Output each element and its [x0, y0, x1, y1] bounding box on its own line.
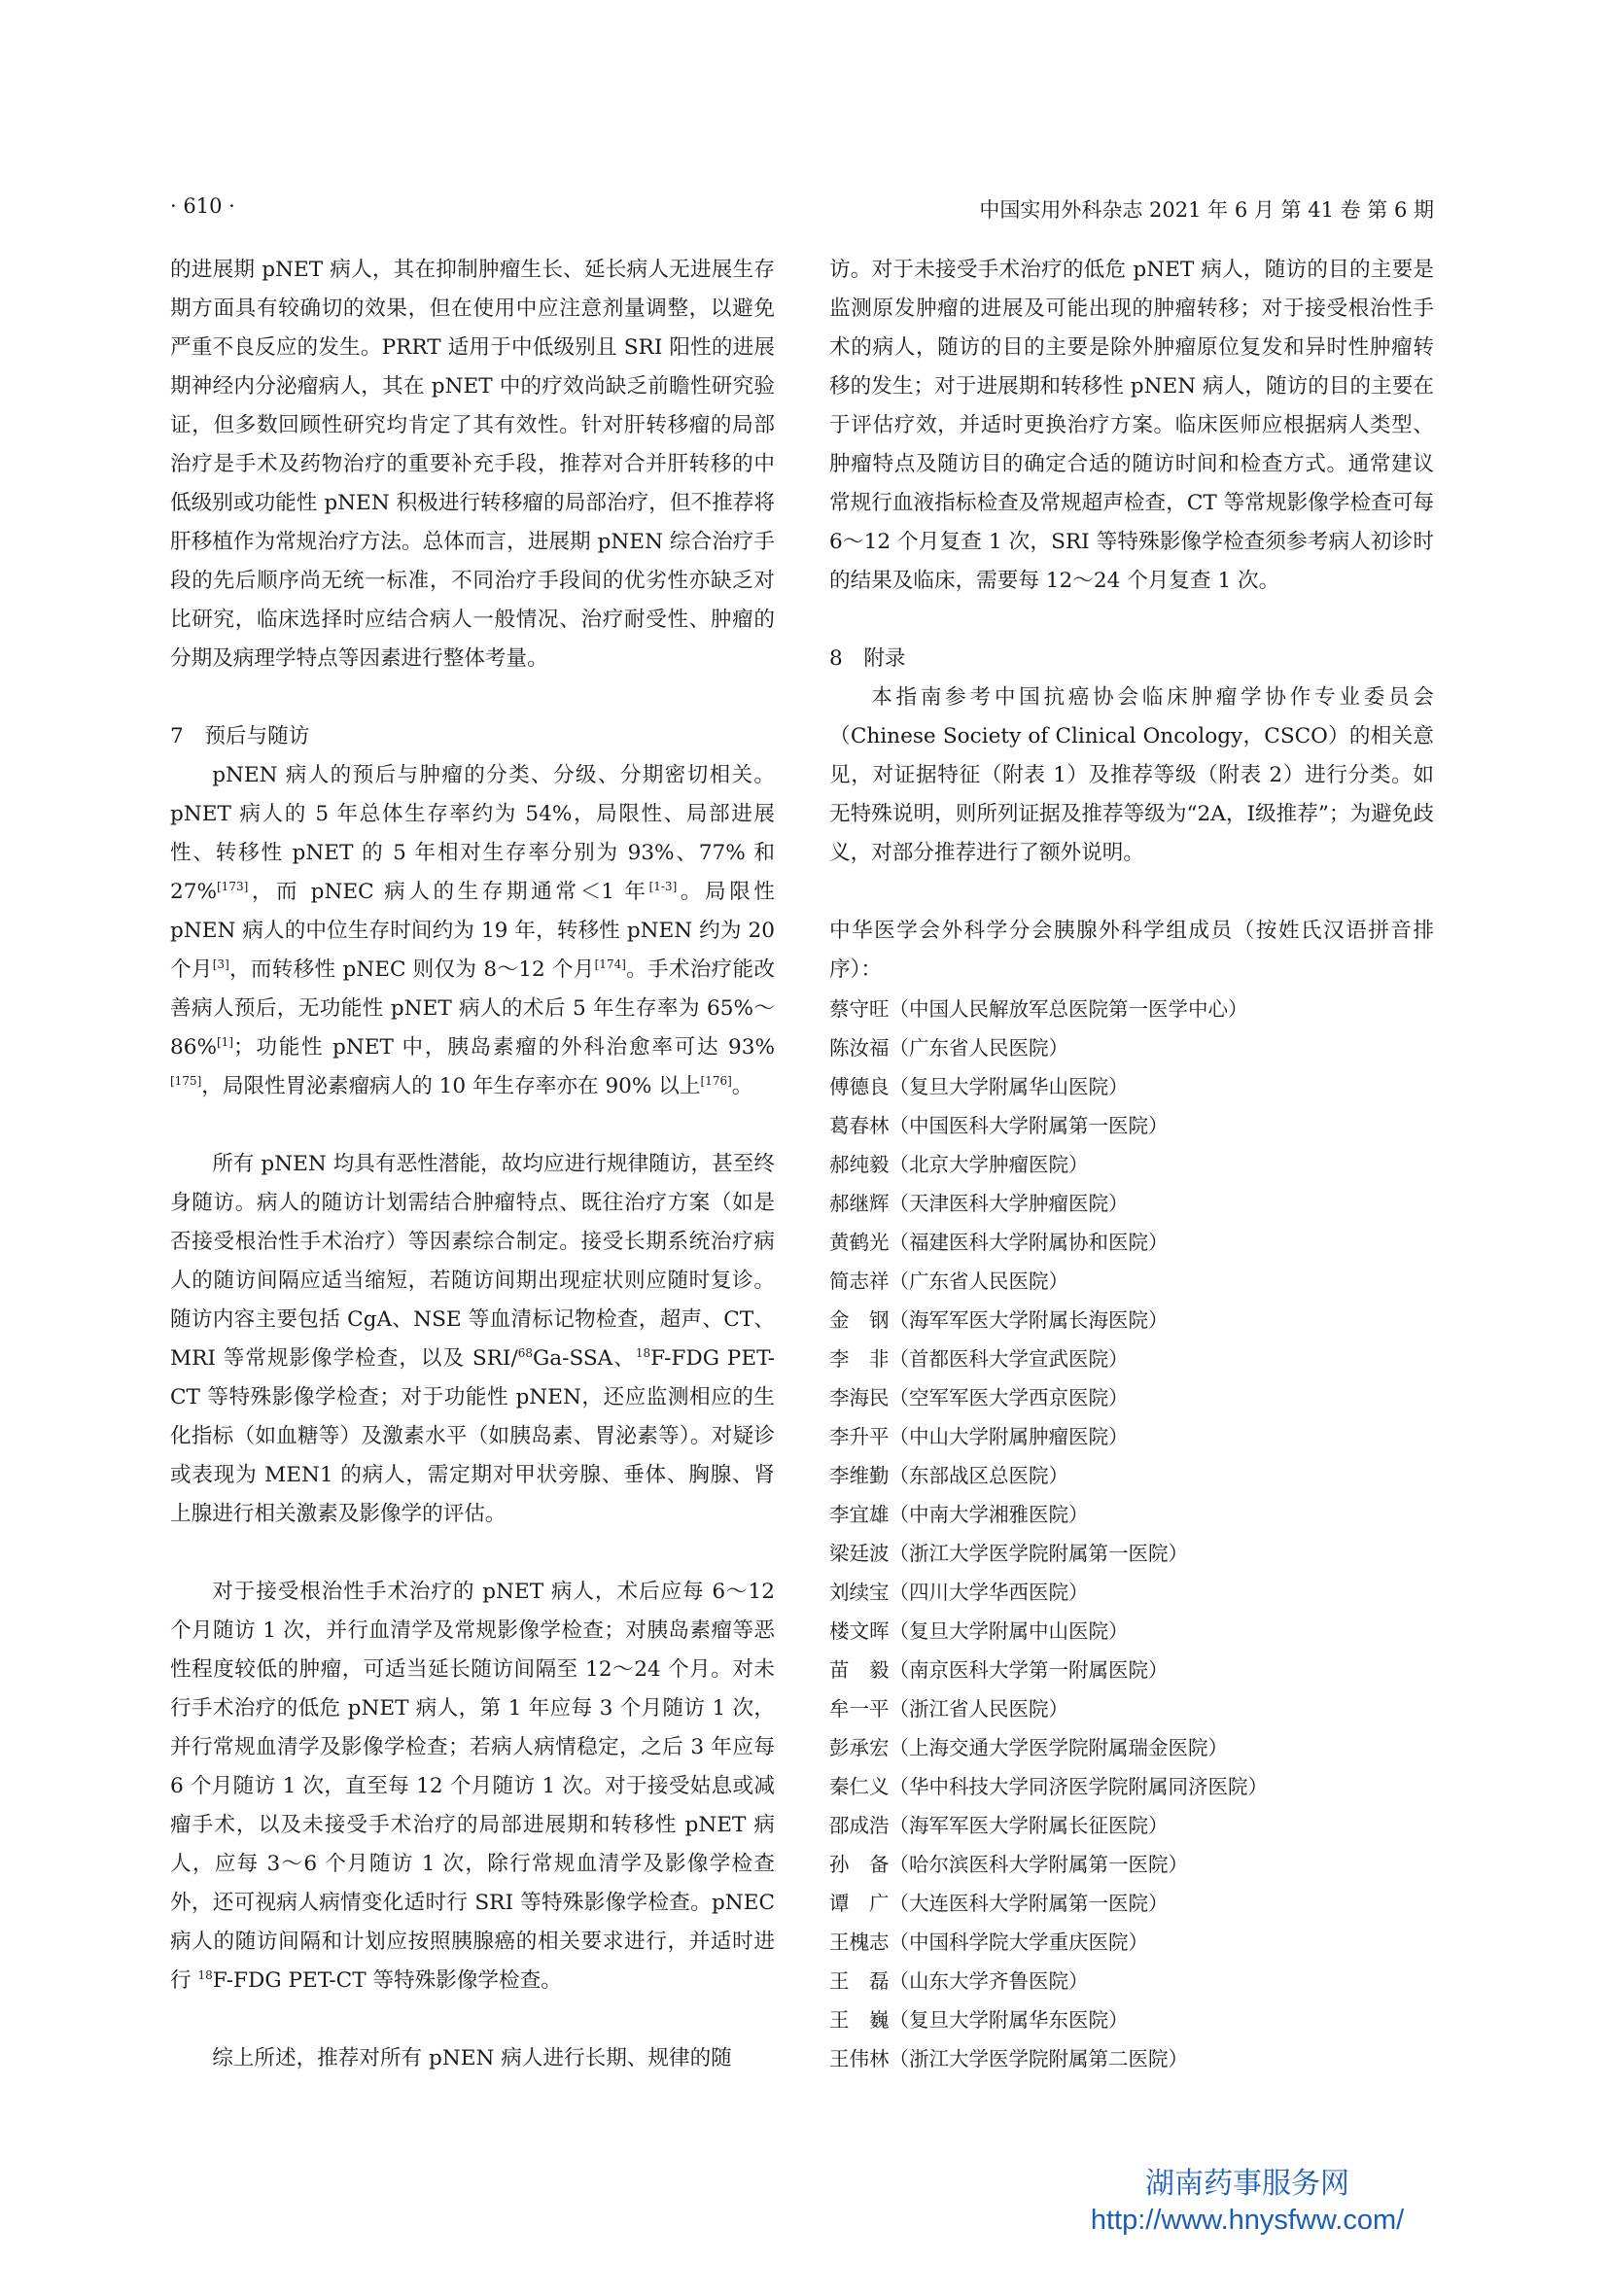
isotope-superscript: 18: [197, 1967, 213, 1982]
member-entry: 金 钢（海军军医大学附属长海医院）: [829, 1308, 1169, 1332]
watermark: [1053, 2166, 1442, 2238]
member-entry: 郝纯毅（北京大学肿瘤医院）: [829, 1153, 1089, 1176]
member-entry: 王伟林（浙江大学医学院附属第二医院）: [829, 2047, 1188, 2070]
left-column: [170, 251, 775, 2078]
member-entry: 彭承宏（上海交通大学医学院附属瑞金医院）: [829, 1736, 1228, 1759]
member-entry: 李升平（中山大学附属肿瘤医院）: [829, 1425, 1129, 1448]
member-entry: 郝继辉（天津医科大学肿瘤医院）: [829, 1192, 1129, 1215]
isotope-superscript: 18: [635, 1345, 651, 1360]
member-entry: 苗 毅（南京医科大学第一附属医院）: [829, 1658, 1169, 1682]
members-list: [829, 990, 1434, 2078]
member-entry: 黄鹤光（福建医科大学附属协和医院）: [829, 1231, 1169, 1254]
section-8-heading: 8 附录: [829, 646, 906, 671]
member-entry: 陈汝福（广东省人民医院）: [829, 1036, 1068, 1060]
citation-ref: [174]: [594, 957, 626, 971]
citation-ref: [176]: [700, 1073, 732, 1088]
watermark-url[interactable]: http://www.hnysfww.com/: [1090, 2205, 1405, 2236]
member-entry: 简志祥（广东省人民医院）: [829, 1270, 1068, 1293]
member-entry: 秦仁义（华中科技大学同济医学院附属同济医院）: [829, 1775, 1268, 1798]
paragraph-followup-general: 所有 pNEN 均具有恶性潜能，故均应进行规律随访，甚至终身随访。病人的随访计划需结合肿瘤特点、既往治疗方案（如是否接受根治性手术治疗）等因素综合制定。接受长期系统治疗病人的随访间隔应适当缩短，若随访间期出现症状则应随时复诊。随访内容主要包括 CgA、NSE 等血清标记物检查，超声、CT、MRI 等常规影像学检查，以及 SRI/$^{68}$Ga-SSA、$^{18}$F-FDG PET-CT 等特殊影像学检查；对于功能性 pNEN，还应监测相应的生化指标（如血糖等）及激素水平（如胰岛素、胃泌素等）。对疑诊或表现为 MEN1 的病人，需定期对甲状旁腺、垂体、胸腺、肾上腺进行相关激素及影像学的评估。: [170, 1152, 775, 1526]
section-7-heading: 7 预后与随访: [170, 724, 310, 748]
right-column: [829, 251, 1434, 2078]
member-entry: 王槐志（中国科学院大学重庆医院）: [829, 1931, 1148, 1954]
citation-ref: [3]: [212, 957, 229, 971]
citation-ref: [1]: [217, 1034, 233, 1049]
paragraph-followup-schedule: 对于接受根治性手术治疗的 pNET 病人，术后应每 6～12 个月随访 1 次，并行血清学及常规影像学检查；对胰岛素瘤等恶性程度较低的肿瘤，可适当延长随访间隔至 12～24 个月。对未行手术治疗的低危 pNET 病人，第 1 年应每 3 个月随访 1 次，并行常规血清学及影像学检查；若病人病情稳定，之后 3 年应每 6 个月随访 1 次，直至每 12 个月随访 1 次。对于接受姑息或减瘤手术，以及未接受手术治疗的局部进展期和转移性 pNET 病人，应每 3～6 个月随访 1 次，除行常规血清学及影像学检查外，还可视病人病情变化适时行 SRI 等特殊影像学检查。pNEC 病人的随访间隔和计划应按照胰腺癌的相关要求进行，并适时进行 $^{18}$F-FDG PET-CT 等特殊影像学检查。: [170, 1580, 775, 1993]
journal-citation: 中国实用外科杂志 2021 年 6 月 第 41 卷 第 6 期: [979, 198, 1434, 222]
members-intro: 中华医学会外科学分会胰腺外科学组成员（按姓氏汉语拼音排序）：: [829, 919, 1434, 982]
paragraph-followup-purpose: 访。对于未接受手术治疗的低危 pNET 病人，随访的目的主要是监测原发肿瘤的进展及可能出现的肿瘤转移；对于接受根治性手术的病人，随访的目的主要是除外肿瘤原位复发和异时性肿瘤转移的发生；对于进展期和转移性 pNEN 病人，随访的目的主要在于评估疗效，并适时更换治疗方案。临床医师应根据病人类型、肿瘤特点及随访目的确定合适的随访时间和检查方式。通常建议常规行血液指标检查及常规超声检查，CT 等常规影像学检查可每 6～12 个月复查 1 次，SRI 等特殊影像学检查须参考病人初诊时的结果及临床，需要每 12～24 个月复查 1 次。: [829, 258, 1434, 593]
member-entry: 牟一平（浙江省人民医院）: [829, 1697, 1068, 1721]
paragraph-appendix: 本指南参考中国抗癌协会临床肿瘤学协作专业委员会（Chinese Society of Clinical Oncology，CSCO）的相关意见，对证据特征（附表 1）及推荐等级（附表 2）进行分类。如无特殊说明，则所列证据及推荐等级为“2A，Ⅰ级推荐”；为避免歧义，对部分推荐进行了额外说明。: [829, 685, 1434, 865]
member-entry: 谭 广（大连医科大学附属第一医院）: [829, 1892, 1169, 1915]
citation-ref: [173]: [217, 879, 249, 893]
member-entry: 李宜雄（中南大学湘雅医院）: [829, 1503, 1089, 1526]
paragraph-prognosis: pNEN 病人的预后与肿瘤的分类、分级、分期密切相关。pNET 病人的 5 年总体生存率约为 54%，局限性、局部进展性、转移性 pNET 的 5 年相对生存率分别为 93%、77% 和 27%[173]，而 pNEC 病人的生存期通常＜1 年[1-3]。局限性 pNEN 病人的中位生存时间约为 19 年，转移性 pNEN 约为 20 个月[3]，而转移性 pNEC 则仅为 8～12 个月[174]。手术治疗能改善病人预后，无功能性 pNET 病人的术后 5 年生存率为 65%～86%[1]；功能性 pNET 中，胰岛素瘤的外科治愈率可达 93%[175]，局限性胃泌素瘤病人的 10 年生存率亦在 90% 以上[176]。: [170, 763, 775, 1098]
member-entry: 王 巍（复旦大学附属华东医院）: [829, 2008, 1129, 2032]
citation-ref: [1-3]: [648, 879, 678, 893]
member-entry: 梁廷波（浙江大学医学院附属第一医院）: [829, 1542, 1188, 1565]
member-entry: 李维勤（东部战区总医院）: [829, 1464, 1068, 1487]
member-entry: 李海民（空军军医大学西京医院）: [829, 1386, 1129, 1409]
member-entry: 刘续宝（四川大学华西医院）: [829, 1581, 1089, 1604]
citation-ref: [175]: [170, 1073, 202, 1088]
paragraph-treatment-summary: 的进展期 pNET 病人，其在抑制肿瘤生长、延长病人无进展生存期方面具有较确切的效果，但在使用中应注意剂量调整，以避免严重不良反应的发生。PRRT 适用于中低级别且 SRI 阳性的进展期神经内分泌瘤病人，其在 pNET 中的疗效尚缺乏前瞻性研究验证，但多数回顾性研究均肯定了其有效性。针对肝转移瘤的局部治疗是手术及药物治疗的重要补充手段，推荐对合并肝转移的中低级别或功能性 pNEN 积极进行转移瘤的局部治疗，但不推荐将肝移植作为常规治疗方法。总体而言，进展期 pNEN 综合治疗手段的先后顺序尚无统一标准，不同治疗手段间的优劣性亦缺乏对比研究，临床选择时应结合病人一般情况、治疗耐受性、肿瘤的分期及病理学特点等因素进行整体考量。: [170, 258, 775, 671]
member-entry: 蔡守旺（中国人民解放军总医院第一医学中心）: [829, 997, 1248, 1021]
paragraph-conclusion: 综上所述，推荐对所有 pNEN 病人进行长期、规律的随: [212, 2046, 732, 2070]
member-entry: 孙 备（哈尔滨医科大学附属第一医院）: [829, 1853, 1188, 1876]
member-entry: 楼文晖（复旦大学附属中山医院）: [829, 1619, 1129, 1643]
member-entry: 王 磊（山东大学齐鲁医院）: [829, 1969, 1089, 1993]
page-header: [170, 194, 1434, 229]
isotope-superscript: 68: [517, 1345, 534, 1360]
member-entry: 李 非（首都医科大学宣武医院）: [829, 1347, 1129, 1371]
page-number: · 610 ·: [170, 194, 235, 218]
member-entry: 邵成浩（海军军医大学附属长征医院）: [829, 1814, 1169, 1837]
watermark-site-name: 湖南药事服务网: [1145, 2167, 1349, 2201]
member-entry: 葛春林（中国医科大学附属第一医院）: [829, 1114, 1169, 1137]
member-entry: 傅德良（复旦大学附属华山医院）: [829, 1075, 1129, 1098]
